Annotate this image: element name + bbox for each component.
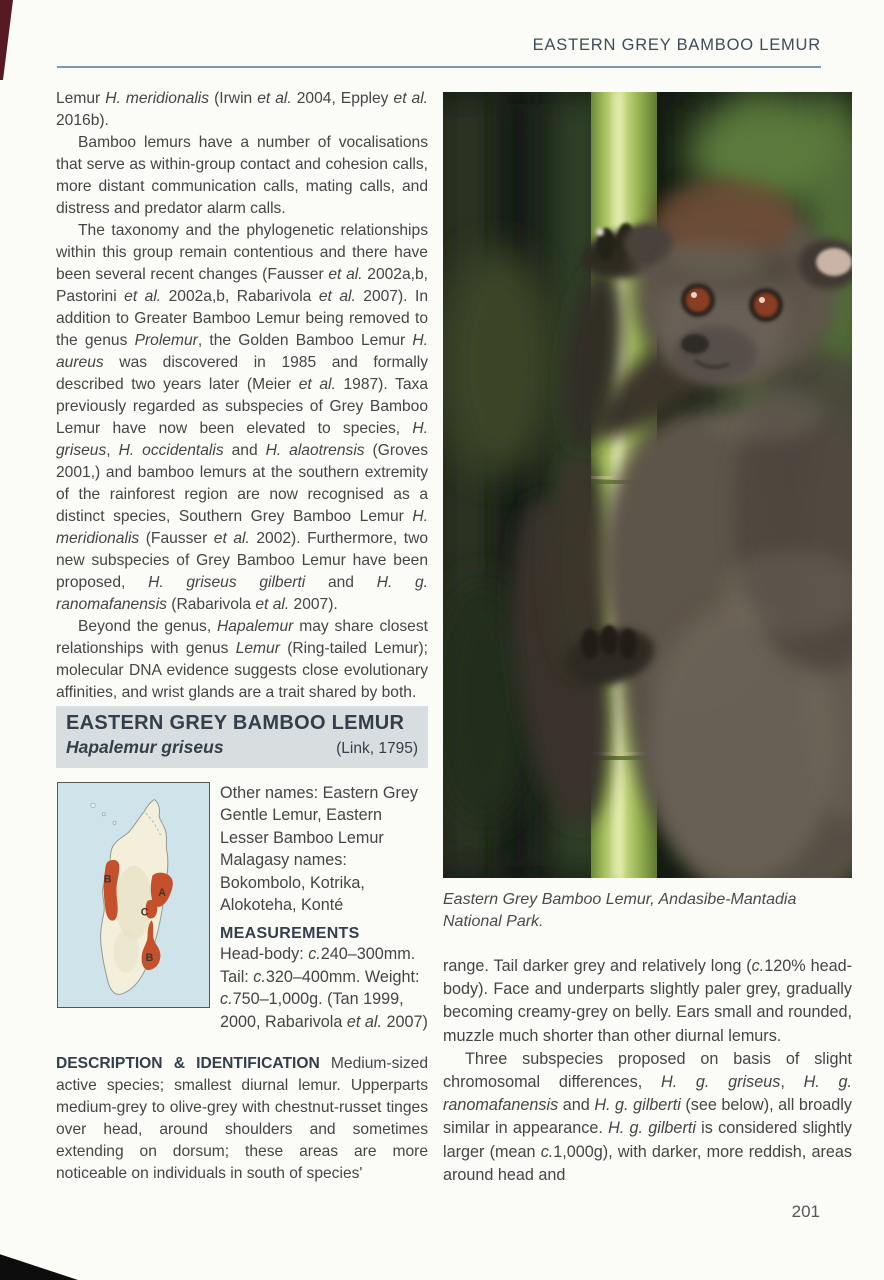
- map-label: B: [145, 952, 154, 965]
- species-heading-box: [56, 706, 428, 768]
- map-and-names-row: [57, 782, 428, 1033]
- left-text-block: [56, 88, 428, 706]
- species-subtitle-row: [66, 737, 418, 758]
- scan-shadow-bottom-left: [0, 1252, 78, 1280]
- photo-caption: Eastern Grey Bamboo Lemur, Andasibe-Mantadia National Park.: [443, 891, 797, 930]
- paragraph: The taxonomy and the phylogenetic relationships within this group remain contentious and there have been several recent changes (Fausser et al. 2002a,b, Pastorini et al. 2002a,b, Rabarivola et al. 2007). In addition to Greater Bamboo Lemur being removed to the genus Prolemur, the Golden Bamboo Lemur H. aureus was discovered in 1985 and formally described two years later (Meier et al. 1987). Taxa previously regarded as subspecies of Grey Bamboo Lemur have now been elevated to species, H. griseus, H. occidentalis and H. alaotrensis (Groves 2001,) and bamboo lemurs at the southern extremity of the rainforest region are now recognised as a distinct species, Southern Grey Bamboo Lemur H. meridionalis (Fausser et al. 2002). Furthermore, two new subspecies of Grey Bamboo Lemur have been proposed, H. griseus gilberti and H. g. ranomafanensis (Rabarivola et al. 2007).: [56, 222, 428, 613]
- madagascar-map: [58, 783, 207, 1005]
- map-label: C: [140, 906, 149, 919]
- description-paragraph: DESCRIPTION & IDENTIFICATION Medium-sized active species; smallest diurnal lemur. Upperparts medium-grey to olive-grey with chestnut-russet tinges over head, around shoulders and sometimes extending on dorsum; these areas are more noticeable on individuals in south of species': [56, 1055, 428, 1182]
- offshore-island: [113, 821, 116, 824]
- other-names: Other names: Eastern Grey Gentle Lemur, Eastern Lesser Bamboo Lemur: [220, 784, 418, 847]
- names-and-measurements: [220, 782, 428, 1033]
- page-number: 201: [791, 1202, 820, 1221]
- paragraph: Lemur H. meridionalis (Irwin et al. 2004, Eppley et al. 2016b).: [56, 90, 428, 129]
- species-authority: (Link, 1795): [336, 740, 418, 757]
- malagasy-names: Malagasy names: Bokombolo, Kotrika, Alokoteha, Konté: [220, 851, 365, 915]
- species-title: EASTERN GREY BAMBOO LEMUR: [66, 712, 405, 734]
- book-cover-edge-top: [0, 0, 16, 80]
- highlands-shading: [114, 930, 139, 973]
- scientific-name: Hapalemur griseus: [66, 737, 224, 757]
- range-map: [57, 782, 210, 1008]
- lemur-photo: [443, 92, 852, 878]
- offshore-island: [102, 813, 105, 816]
- map-label: B: [103, 873, 112, 886]
- paragraph: range. Tail darker grey and relatively long (c.120% head-body). Face and underparts slightly paler grey, gradually becoming creamy-grey on belly. Ears small and rounded, muzzle much shorter than other diurnal lemurs.: [443, 957, 852, 1045]
- measurements-heading: MEASUREMENTS: [220, 925, 360, 943]
- paragraph: Bamboo lemurs have a number of vocalisations that serve as within-group contact and cohesion calls, more distant communication calls, mating calls, and distress and predator alarm calls.: [56, 134, 428, 217]
- lemur-photo-art: [443, 92, 852, 878]
- measurements-text: Head-body: c.240–300mm. Tail: c.320–400mm. Weight: c.750–1,000g. (Tan 1999, 2000, Rabarivola et al. 2007): [220, 945, 428, 1031]
- right-column: [443, 92, 852, 1187]
- running-head: EASTERN GREY BAMBOO LEMUR: [532, 36, 821, 54]
- paragraph: Beyond the genus, Hapalemur may share closest relationships with genus Lemur (Ring-tailed Lemur); molecular DNA evidence suggests close evolutionary affinities, and wrist glands are a trait shared by both.: [56, 618, 428, 701]
- offshore-island: [91, 803, 95, 807]
- header-rule: [57, 66, 821, 68]
- left-column: [56, 88, 428, 706]
- paragraph: Three subspecies proposed on basis of slight chromosomal differences, H. g. griseus, H. g. ranomafanensis and H. g. gilberti (see below), all broadly similar in appearance. H. g. gilberti is considered slightly larger (mean c.1,000g), with darker, more reddish, areas around head and: [443, 1049, 853, 1184]
- map-label: A: [158, 886, 167, 899]
